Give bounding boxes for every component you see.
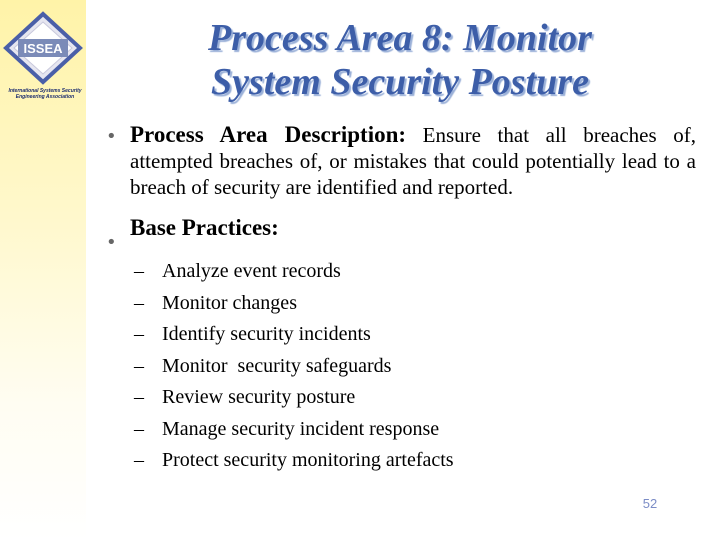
- bullet-dot-icon: •: [106, 126, 117, 147]
- bullet-dot-icon: •: [106, 232, 117, 253]
- base-practices-heading: Base Practices:: [130, 215, 279, 240]
- list-item: – Protect security monitoring artefacts: [142, 445, 696, 477]
- dash-icon: –: [134, 354, 144, 377]
- description-text: [130, 122, 696, 200]
- dash-icon: –: [134, 260, 144, 282]
- description-body: Ensure that all breaches of, attempted breaches of, or mistakes that could potentially lead to a breach of security are identified and reported.: [130, 123, 696, 199]
- list-item: – Monitor security safeguards: [142, 351, 696, 383]
- list-item: – Review security posture: [142, 382, 696, 414]
- dash-icon: –: [134, 386, 144, 408]
- logo-full-name: International Systems Security Engineering Association: [8, 88, 82, 100]
- base-practices-bullet: [100, 214, 696, 253]
- slide-title: [150, 16, 650, 104]
- base-practices-list: [100, 256, 696, 477]
- page-number: 52: [642, 496, 658, 511]
- dash-icon: –: [134, 449, 144, 471]
- description-lead: Process Area Description:: [130, 122, 407, 147]
- title-line-2: System Security Posture: [211, 61, 589, 103]
- logo-acronym: ISSEA: [23, 41, 63, 56]
- logo-diamond-icon: [2, 10, 84, 88]
- list-item: – Analyze event records: [142, 256, 696, 288]
- title-line-1: Process Area 8: Monitor: [208, 17, 592, 59]
- dash-icon: –: [134, 417, 144, 440]
- dash-icon: –: [134, 291, 144, 314]
- issea-logo: [2, 10, 84, 100]
- list-item: – Identify security incidents: [142, 319, 696, 351]
- description-bullet: [100, 122, 696, 200]
- list-item: – Manage security incident response: [142, 414, 696, 446]
- dash-icon: –: [134, 323, 144, 345]
- list-item: – Monitor changes: [142, 288, 696, 320]
- slide-content: [100, 122, 696, 477]
